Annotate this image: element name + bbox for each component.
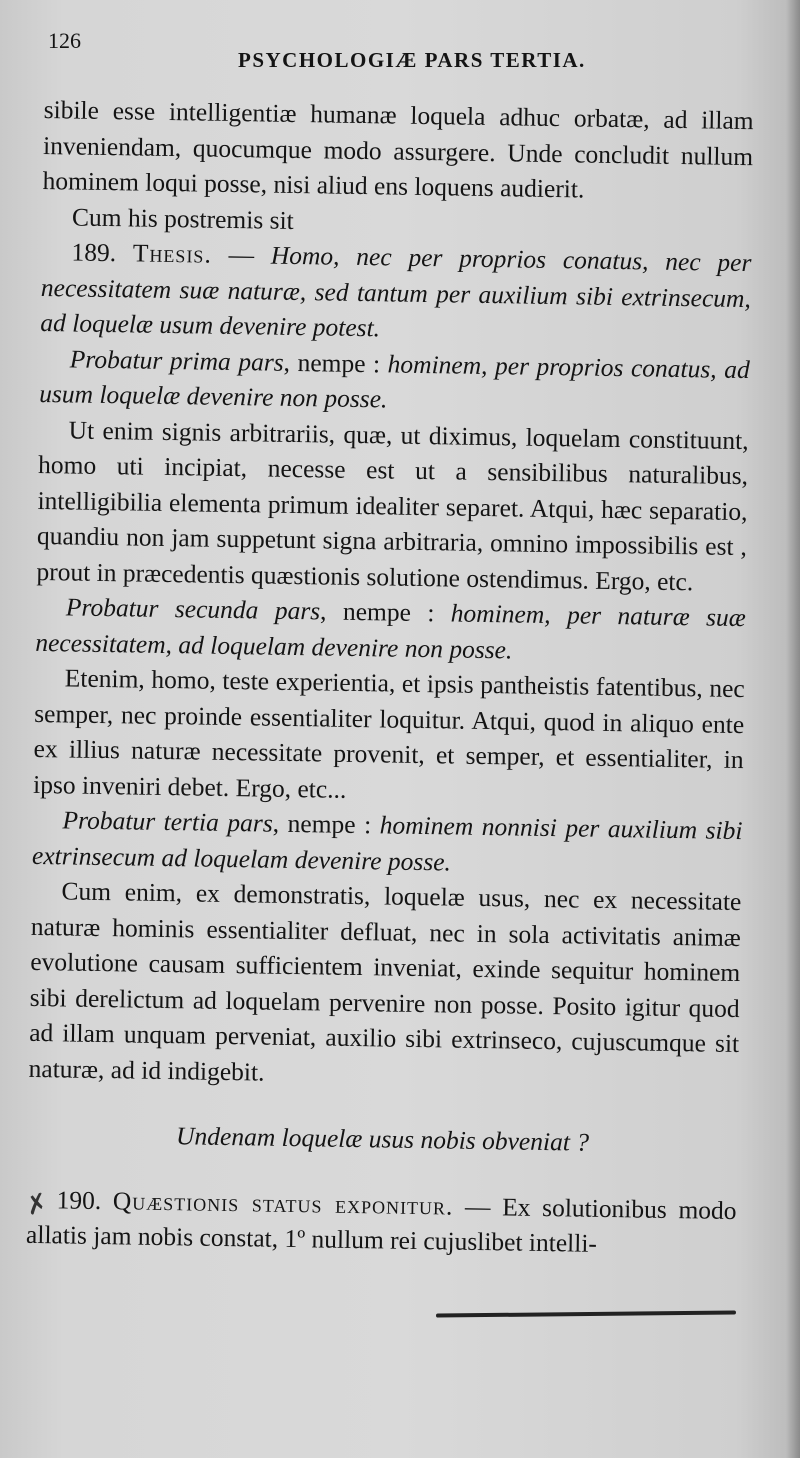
section-label: Quæstionis status exponitur. xyxy=(112,1185,454,1221)
section-text: Ex solutionibus modo allatis jam nobis constat, 1º nullum rei cujuslibet intelli- xyxy=(25,1191,737,1258)
thesis-189 xyxy=(40,234,752,352)
proof-part-one-argument: Ut enim signis arbitrariis, quæ, ut diximus, loquelam constituunt, homo uti incipiat, necesse est ut a sensibilibus naturalibus, intelligibilia elementa primum idealiter separet. Atqui, hæc separatio, quandiu non jam suppetunt signa arbitraria, omnino impossibilis est , prout in præcedentis quæstionis solutione ostendimus. Ergo, etc. xyxy=(36,414,749,596)
thesis-text: Homo, nec per proprios conatus, nec per necessitatem suæ naturæ, sed tantum per auxilium sibi extrinsecum, ad loquelæ usum devenire potest. xyxy=(40,240,752,343)
question-heading: Undenam loquelæ usus nobis obveniat ? xyxy=(175,1121,590,1157)
page-number: 126 xyxy=(48,28,81,53)
section-number: 189. xyxy=(71,237,117,268)
paragraph-lead-in: Cum his postremis sit xyxy=(71,201,294,235)
dash: — xyxy=(453,1191,503,1221)
running-head: PSYCHOLOGIÆ PARS TERTIA. xyxy=(238,48,586,72)
proof-part-two xyxy=(35,589,746,671)
proof-mid: , nempe : xyxy=(272,808,380,840)
proof-lead: Probatur secunda pars xyxy=(65,592,321,626)
paragraph-continuation: sibile esse intelligentiæ humanæ loquela adhuc orbatæ, ad illam inveniendam, quocumque modo assurgere. Unde concludit nullum hominem loqui posse, nisi aliud ens loquens audierit. xyxy=(42,94,754,204)
page-header xyxy=(48,28,752,72)
proof-statement: hominem nonnisi per auxilium sibi extrinsecum ad loquelam devenire posse. xyxy=(31,810,743,876)
proof-lead: Probatur prima pars xyxy=(69,343,284,377)
proof-statement: hominem, per naturæ suæ necessitatem, ad loquelam devenire non posse. xyxy=(35,598,747,664)
section-190 xyxy=(26,1181,737,1263)
section-number: 190. xyxy=(56,1184,102,1215)
thesis-label: Thesis. xyxy=(132,238,213,269)
handwritten-underline xyxy=(436,1310,736,1317)
proof-part-two-argument: Etenim, homo, teste experientia, et ipsis pantheistis fatentibus, nec semper, nec proinde essentialiter loquitur. Atqui, quod in aliquo ente ex illius naturæ necessitate provenit, et semper, et essentialiter, in ipso inveniri debet. Ergo, etc... xyxy=(32,663,745,804)
proof-part-three-argument: Cum enim, ex demonstratis, loquelæ usus, nec ex necessitate naturæ hominis essentialiter defluat, nec in sola activitatis animæ evolutione causam sufficientem inveniat, exinde sequitur hominem sibi derelictum ad loquelam pervenire non posse. Posito igitur quod ad illam unquam perveniat, auxilio sibi extrinseco, cujuscumque sit naturæ, ad id indigebit. xyxy=(28,876,742,1087)
proof-part-three xyxy=(32,802,743,884)
body-text xyxy=(26,92,754,1264)
proof-mid: , nempe : xyxy=(283,347,388,378)
handwritten-cross-mark: ✗ xyxy=(22,1187,52,1223)
proof-mid: , nempe : xyxy=(319,596,452,628)
dash: — xyxy=(211,239,272,270)
proof-statement: hominem, per proprios conatus, ad usum loquelæ devenire non posse. xyxy=(39,348,750,414)
proof-lead: Probatur tertia pars xyxy=(62,805,273,838)
proof-part-one xyxy=(39,340,750,422)
